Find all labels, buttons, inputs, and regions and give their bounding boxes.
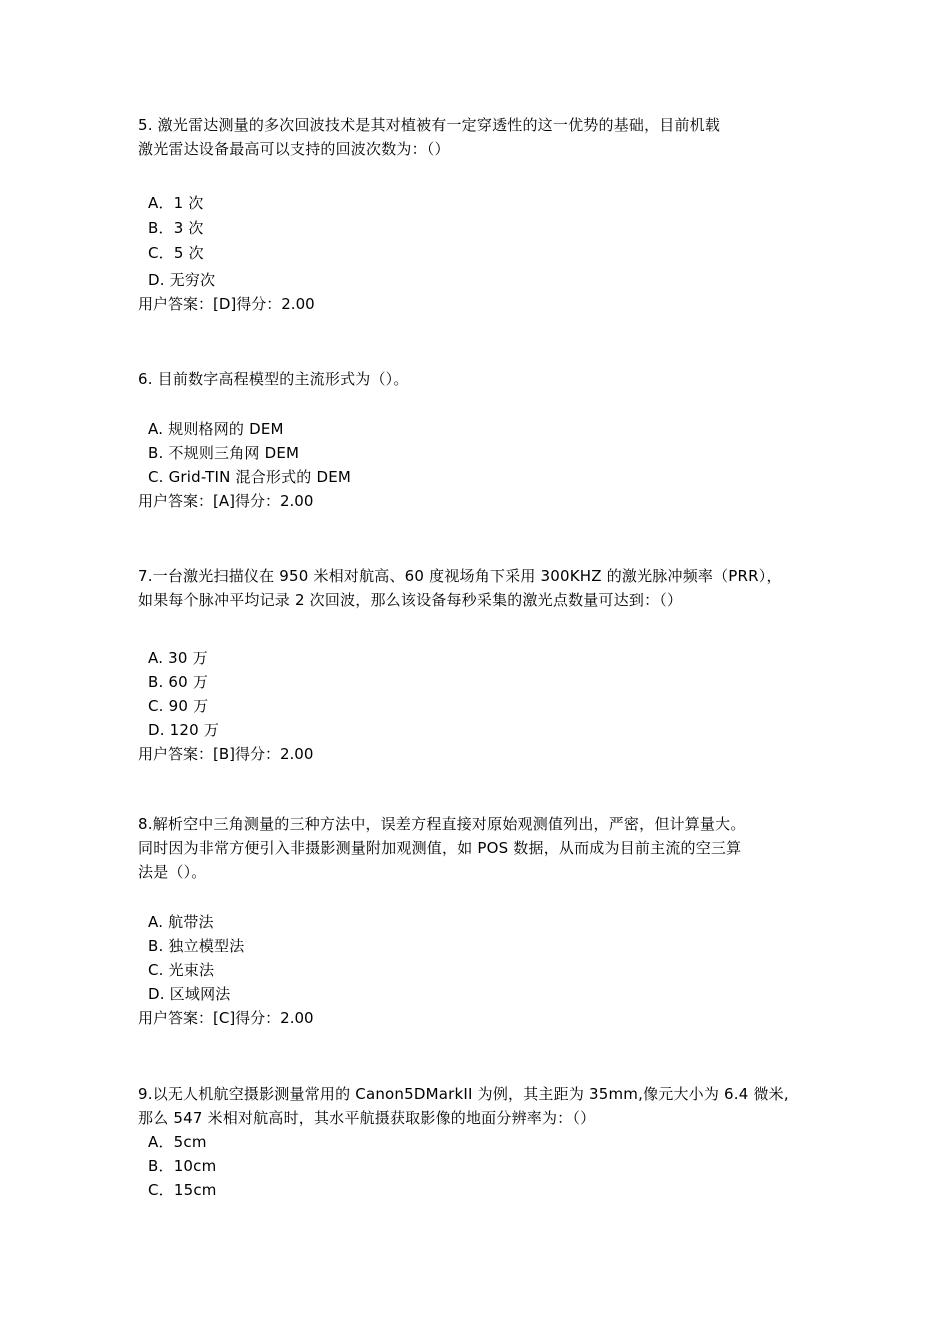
option-d: D. 120 万 [148, 721, 220, 739]
question-6 [138, 367, 818, 513]
user-answer: 用户答案：[C]得分：2.00 [138, 1009, 314, 1027]
option-b: B．3 次 [148, 219, 204, 237]
question-9 [138, 1082, 818, 1202]
option-a: A. 规则格网的 DEM [148, 420, 284, 438]
user-answer: 用户答案：[D]得分：2.00 [138, 295, 315, 313]
question-stem-line: 7.一台激光扫描仪在 950 米相对航高、60 度视场角下采用 300KHZ 的激光脉冲频率（PRR）， [138, 567, 782, 585]
option-a: A. 30 万 [148, 649, 208, 667]
option-d: D. 无穷次 [148, 271, 216, 289]
question-stem-line: 法是（）。 [138, 863, 207, 881]
option-b: B．10cm [148, 1157, 217, 1175]
question-stem-line: 5. 激光雷达测量的多次回波技术是其对植被有一定穿透性的这一优势的基础，目前机载 [138, 116, 721, 134]
option-a: A. 航带法 [148, 913, 214, 931]
option-b: B. 独立模型法 [148, 937, 245, 955]
option-d: D. 区域网法 [148, 985, 231, 1003]
option-b: B. 60 万 [148, 673, 209, 691]
question-stem-line: 6. 目前数字高程模型的主流形式为（）。 [138, 370, 409, 388]
option-c: C. 光束法 [148, 961, 215, 979]
question-stem-line: 同时因为非常方便引入非摄影测量附加观测值，如 POS 数据，从而成为目前主流的空三算 [138, 839, 742, 857]
option-c: C. Grid-TIN 混合形式的 DEM [148, 468, 352, 486]
question-5 [138, 113, 818, 316]
option-a: A．1 次 [148, 194, 204, 212]
option-b: B. 不规则三角网 DEM [148, 444, 300, 462]
question-stem-line: 如果每个脉冲平均记录 2 次回波，那么该设备每秒采集的激光点数量可达到：（） [138, 591, 683, 609]
question-stem-line: 那么 547 米相对航高时，其水平航摄获取影像的地面分辨率为：（） [138, 1109, 596, 1127]
user-answer: 用户答案：[B]得分：2.00 [138, 745, 314, 763]
option-c: C．15cm [148, 1181, 217, 1199]
question-stem-line: 8.解析空中三角测量的三种方法中，误差方程直接对原始观测值列出，严密，但计算量大。 [138, 815, 746, 833]
option-a: A．5cm [148, 1133, 207, 1151]
option-c: C．5 次 [148, 244, 204, 262]
question-8 [138, 812, 818, 1030]
user-answer: 用户答案：[A]得分：2.00 [138, 492, 314, 510]
option-c: C. 90 万 [148, 697, 209, 715]
question-stem-line: 激光雷达设备最高可以支持的回波次数为：（） [138, 140, 450, 158]
question-7 [138, 564, 818, 766]
question-stem-line: 9.以无人机航空摄影测量常用的 Canon5DMarkII 为例，其主距为 35mm,像元大小为 6.4 微米, [138, 1085, 789, 1103]
